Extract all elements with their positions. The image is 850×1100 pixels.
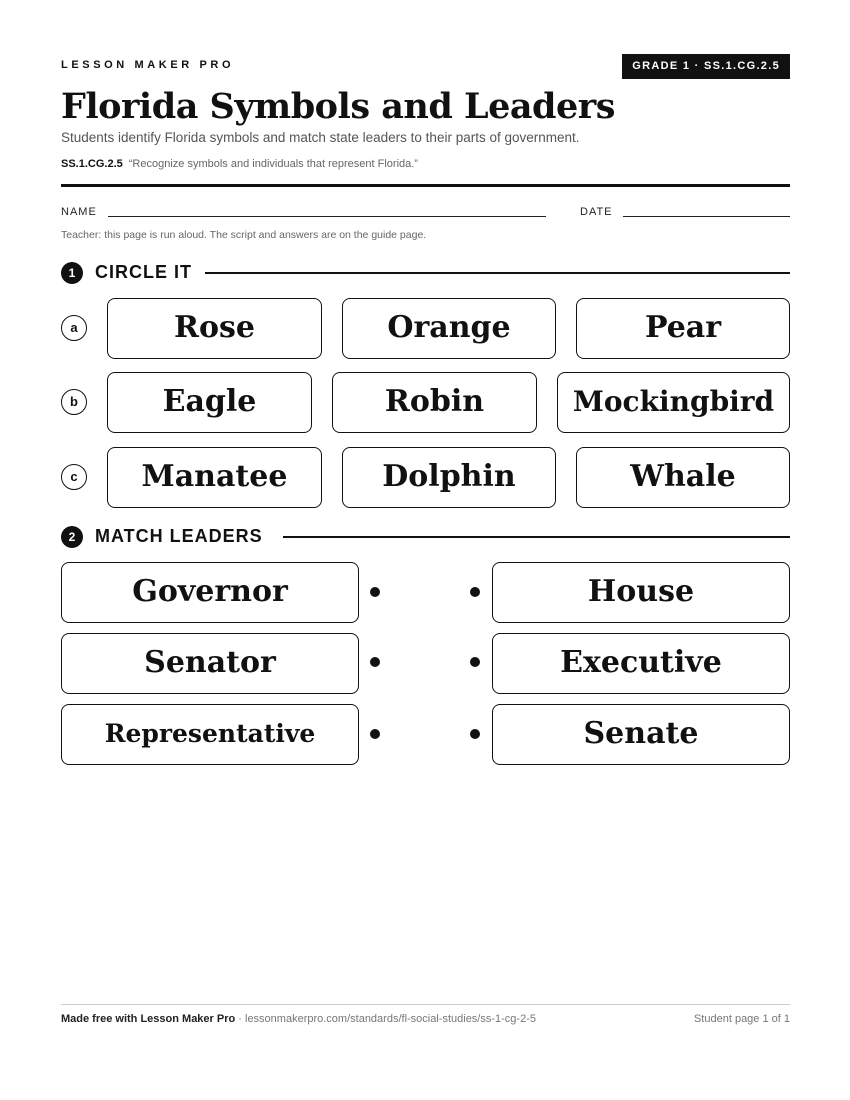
worksheet-page	[61, 0, 790, 1100]
footer-url[interactable]: · lessonmakerpro.com/standards/fl-social-studies/ss-1-cg-2-5	[235, 1013, 536, 1025]
row-letter-a: a	[61, 315, 87, 341]
standard-line	[61, 158, 418, 170]
footer-made-with: Made free with Lesson Maker Pro	[61, 1013, 236, 1025]
option-orange[interactable]: Orange	[342, 298, 556, 359]
footer-page-number: Student page 1 of 1	[693, 1013, 790, 1025]
match-dot-right-1[interactable]	[470, 587, 480, 597]
name-label: NAME	[61, 206, 97, 218]
date-field[interactable]	[623, 216, 790, 217]
section-2-rule	[283, 536, 790, 538]
option-manatee[interactable]: Manatee	[107, 447, 322, 508]
match-dot-left-2[interactable]	[370, 657, 380, 667]
branch-executive[interactable]: Executive	[492, 633, 790, 694]
leader-governor[interactable]: Governor	[61, 562, 359, 623]
branch-house[interactable]: House	[492, 562, 790, 623]
header-divider	[61, 184, 790, 187]
row-letter-c: c	[61, 464, 87, 490]
section-1-number: 1	[61, 262, 83, 284]
section-2-title: MATCH LEADERS	[95, 526, 263, 546]
leader-representative[interactable]: Representative	[61, 704, 359, 765]
option-whale[interactable]: Whale	[576, 447, 790, 508]
section-1-title: CIRCLE IT	[95, 262, 192, 282]
option-eagle[interactable]: Eagle	[107, 372, 312, 433]
option-robin[interactable]: Robin	[332, 372, 537, 433]
footer-divider	[61, 1004, 790, 1005]
name-field[interactable]	[108, 216, 546, 217]
match-dot-left-1[interactable]	[370, 587, 380, 597]
branch-senate[interactable]: Senate	[492, 704, 790, 765]
brand-name: LESSON MAKER PRO	[61, 59, 235, 71]
footer-credit	[61, 1013, 536, 1025]
standard-code: SS.1.CG.2.5	[61, 158, 123, 170]
option-mockingbird[interactable]: Mockingbird	[557, 372, 790, 433]
section-1-rule	[205, 272, 790, 274]
match-dot-right-3[interactable]	[470, 729, 480, 739]
leader-senator[interactable]: Senator	[61, 633, 359, 694]
section-2-number: 2	[61, 526, 83, 548]
teacher-note: Teacher: this page is run aloud. The script and answers are on the guide page.	[61, 229, 427, 241]
match-dot-left-3[interactable]	[370, 729, 380, 739]
option-rose[interactable]: Rose	[107, 298, 322, 359]
match-dot-right-2[interactable]	[470, 657, 480, 667]
standard-quote: “Recognize symbols and individuals that represent Florida.”	[128, 158, 418, 170]
page-title: Florida Symbols and Leaders	[61, 86, 615, 127]
option-pear[interactable]: Pear	[576, 298, 790, 359]
page-subtitle: Students identify Florida symbols and match state leaders to their parts of government.	[61, 130, 580, 145]
option-dolphin[interactable]: Dolphin	[342, 447, 556, 508]
date-label: DATE	[580, 206, 613, 218]
row-letter-b: b	[61, 389, 87, 415]
grade-badge: GRADE 1 · SS.1.CG.2.5	[622, 54, 790, 79]
